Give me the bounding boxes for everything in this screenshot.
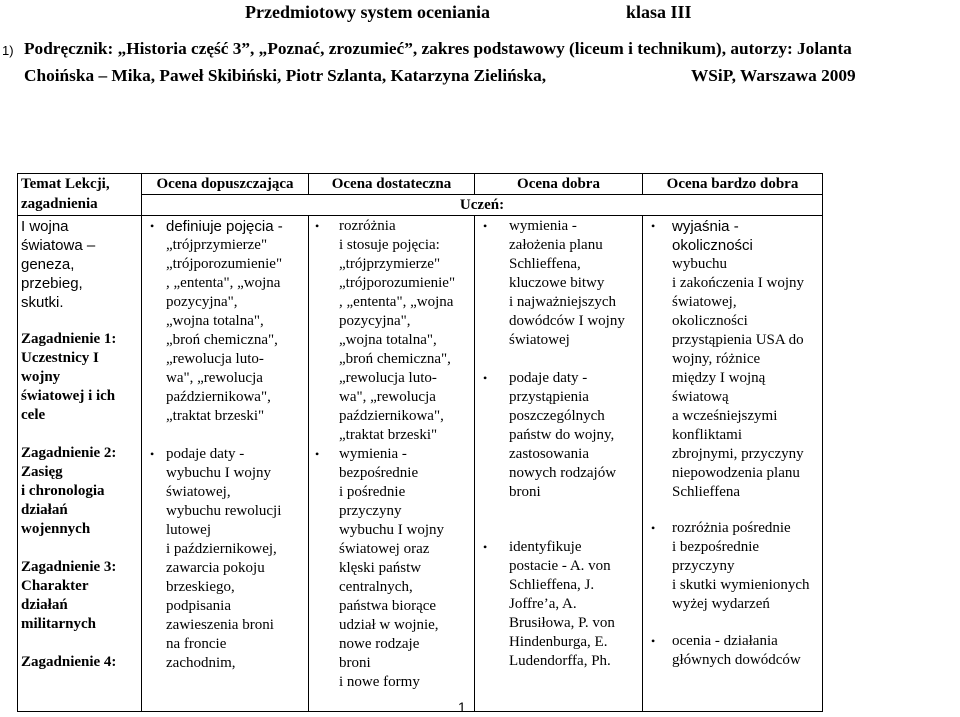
cell-line: postacie - A. von <box>509 558 611 574</box>
cell-line: rozróżnia pośrednie <box>672 520 791 536</box>
cell-line: i zakończenia I wojny <box>672 275 805 291</box>
cell-line: „rewolucja luto- <box>166 351 264 367</box>
page-number: 1 <box>458 699 466 715</box>
cell-line: na froncie <box>166 636 227 652</box>
cell-line: wybuchu I wojny <box>339 522 444 538</box>
bullet-icon: • <box>483 219 488 233</box>
document-title: Przedmiotowy system oceniania <box>245 2 490 22</box>
topic-line: światowa – <box>21 237 96 254</box>
cell-line: przyczyny <box>339 503 402 519</box>
topic-cell <box>18 216 142 712</box>
bullet-icon: • <box>651 521 656 535</box>
cell-line: i stosuje pojęcia: <box>339 237 440 253</box>
student-header: Uczeń: <box>142 195 823 216</box>
cell-line: Schlieffena, J. <box>509 577 595 593</box>
cell-line: „wojna totalna", <box>339 332 437 348</box>
cell-line: udział w wojnie, <box>339 617 439 633</box>
cell-line: konfliktami <box>672 427 742 443</box>
cell-line: „broń chemiczna", <box>166 332 278 348</box>
cell-line: i skutki wymienionych <box>672 577 810 593</box>
cell-line: „rewolucja luto- <box>339 370 437 386</box>
cell-line: październikowa", <box>339 408 444 424</box>
cell-line: przyczyny <box>672 558 735 574</box>
cell-line: wa", „rewolucja <box>166 370 263 386</box>
grade3-cell <box>475 216 643 712</box>
cell-line: lutowej <box>166 522 211 538</box>
intro-number: 1) <box>2 43 14 58</box>
bullet-icon: • <box>150 447 155 461</box>
cell-line: „wojna totalna", <box>166 313 264 329</box>
cell-line: zbrojnymi, przyczyny <box>672 446 804 462</box>
cell-line: i bezpośrednie <box>672 539 760 555</box>
bullet-icon: • <box>315 219 320 233</box>
cell-line: między I wojną <box>672 370 766 386</box>
cell-line: zachodnim, <box>166 655 236 671</box>
bullet-icon: • <box>483 540 488 554</box>
cell-line: państwa biorące <box>339 598 437 614</box>
textbook-line1: Podręcznik: „Historia część 3”, „Poznać, zrozumieć”, zakres podstawowy (liceum i technikum), autorzy: Jolanta <box>24 39 852 58</box>
cell-line: okoliczności <box>672 313 748 329</box>
header-grade-dobra: Ocena dobra <box>475 174 643 195</box>
topic-line: skutki. <box>21 294 64 311</box>
topic-line: wojennych <box>21 521 91 537</box>
cell-line: broni <box>339 655 371 671</box>
cell-line: założenia planu <box>509 237 603 253</box>
textbook-publisher: WSiP, Warszawa 2009 <box>691 66 856 85</box>
cell-line: Hindenburga, E. <box>509 634 608 650</box>
cell-line: i październikowej, <box>166 541 277 557</box>
cell-line: klęski państw <box>339 560 422 576</box>
cell-line: definiuje pojęcia - <box>166 218 283 235</box>
cell-line: przystąpienia USA do <box>672 332 804 348</box>
topic-line: I wojna <box>21 218 69 235</box>
cell-line: ocenia - działania <box>672 633 778 649</box>
topic-line: militarnych <box>21 616 96 632</box>
cell-line: światową <box>672 389 729 405</box>
cell-line: wojny, różnice <box>672 351 761 367</box>
topic-line: geneza, <box>21 256 75 273</box>
bullet-icon: • <box>150 219 155 233</box>
topic-line: Zagadnienie 2: <box>21 445 117 461</box>
cell-line: światowej, <box>672 294 737 310</box>
cell-line: „broń chemiczna", <box>339 351 451 367</box>
cell-line: Brusiłowa, P. von <box>509 615 615 631</box>
cell-line: brzeskiego, <box>166 579 235 595</box>
header-grade-dostateczna: Ocena dostateczna <box>309 174 475 195</box>
cell-line: pozycyjna", <box>339 313 411 329</box>
cell-line: identyfikuje <box>509 539 582 555</box>
topic-line: wojny <box>21 369 61 385</box>
cell-line: a wcześniejszymi <box>672 408 778 424</box>
cell-line: głównych dowódców <box>672 652 801 668</box>
topic-line: cele <box>21 407 46 423</box>
cell-line: zastosowania <box>509 446 589 462</box>
topic-header-line2: zagadnienia <box>21 196 98 212</box>
cell-line: „trójporozumienie" <box>166 256 283 272</box>
cell-line: wyżej wydarzeń <box>672 596 770 612</box>
topic-line: działań <box>21 597 68 613</box>
cell-line: zawarcia pokoju <box>166 560 265 576</box>
cell-line: światowej oraz <box>339 541 430 557</box>
cell-line: i pośrednie <box>339 484 406 500</box>
cell-line: Joffre’a, A. <box>509 596 577 612</box>
topic-header <box>18 174 142 216</box>
grade4-cell <box>643 216 823 712</box>
cell-line: podaje daty - <box>166 446 245 462</box>
topic-line: Zagadnienie 4: <box>21 654 117 670</box>
cell-line: październikowa", <box>166 389 271 405</box>
cell-line: „trójporozumienie" <box>339 275 456 291</box>
cell-line: wa", „rewolucja <box>339 389 436 405</box>
cell-line: i nowe formy <box>339 674 420 690</box>
cell-line: rozróżnia <box>339 218 396 234</box>
cell-line: broni <box>509 484 541 500</box>
header-grade-dopuszczajaca: Ocena dopuszczająca <box>142 174 309 195</box>
cell-line: wybuchu <box>672 256 727 272</box>
bullet-icon: • <box>315 447 320 461</box>
topic-line: światowej i ich <box>21 388 116 404</box>
cell-line: państw do wojny, <box>509 427 615 443</box>
cell-line: podpisania <box>166 598 231 614</box>
grade2-cell <box>309 216 475 712</box>
cell-line: przystąpienia <box>509 389 589 405</box>
bullet-icon: • <box>651 634 656 648</box>
grade1-cell <box>142 216 309 712</box>
textbook-line2: Choińska – Mika, Paweł Skibiński, Piotr Szlanta, Katarzyna Zielińska, <box>24 66 547 85</box>
topic-line: Uczestnicy I <box>21 350 99 366</box>
cell-line: „trójprzymierze" <box>339 256 441 272</box>
cell-line: Ludendorffa, Ph. <box>509 653 611 669</box>
cell-line: podaje daty - <box>509 370 588 386</box>
cell-line: „trójprzymierze" <box>166 237 268 253</box>
cell-line: bezpośrednie <box>339 465 419 481</box>
cell-line: pozycyjna", <box>166 294 238 310</box>
cell-line: centralnych, <box>339 579 413 595</box>
cell-line: Schlieffena, <box>509 256 581 272</box>
cell-line: okoliczności <box>672 237 753 254</box>
cell-line: wybuchu rewolucji <box>166 503 282 519</box>
cell-line: światowej <box>509 332 570 348</box>
cell-line: wybuchu I wojny <box>166 465 271 481</box>
cell-line: niepowodzenia planu <box>672 465 800 481</box>
topic-line: Charakter <box>21 578 89 594</box>
cell-line: nowe rodzaje <box>339 636 420 652</box>
cell-line: „traktat brzeski" <box>339 427 438 443</box>
cell-line: „traktat brzeski" <box>166 408 265 424</box>
cell-line: kluczowe bitwy <box>509 275 605 291</box>
topic-line: i chronologia <box>21 483 105 499</box>
cell-line: światowej, <box>166 484 231 500</box>
cell-line: Schlieffena <box>672 484 741 500</box>
topic-line: przebieg, <box>21 275 83 292</box>
topic-line: działań <box>21 502 68 518</box>
header-grade-bardzo-dobra: Ocena bardzo dobra <box>643 174 823 195</box>
topic-line: Zagadnienie 3: <box>21 559 117 575</box>
cell-line: , „ententa", „wojna <box>339 294 454 310</box>
bullet-icon: • <box>483 371 488 385</box>
grade-label: klasa III <box>626 2 692 22</box>
cell-line: wyjaśnia - <box>672 218 739 235</box>
cell-line: wymienia - <box>339 446 407 462</box>
cell-line: zawieszenia broni <box>166 617 274 633</box>
cell-line: i najważniejszych <box>509 294 617 310</box>
topic-header-line1: Temat Lekcji, <box>21 176 110 192</box>
topic-line: Zagadnienie 1: <box>21 331 117 347</box>
cell-line: wymienia - <box>509 218 577 234</box>
cell-line: , „ententa", „wojna <box>166 275 281 291</box>
bullet-icon: • <box>651 219 656 233</box>
grading-table <box>17 173 823 712</box>
cell-line: nowych rodzajów <box>509 465 617 481</box>
topic-line: Zasięg <box>21 464 63 480</box>
cell-line: poszczególnych <box>509 408 605 424</box>
cell-line: dowódców I wojny <box>509 313 625 329</box>
